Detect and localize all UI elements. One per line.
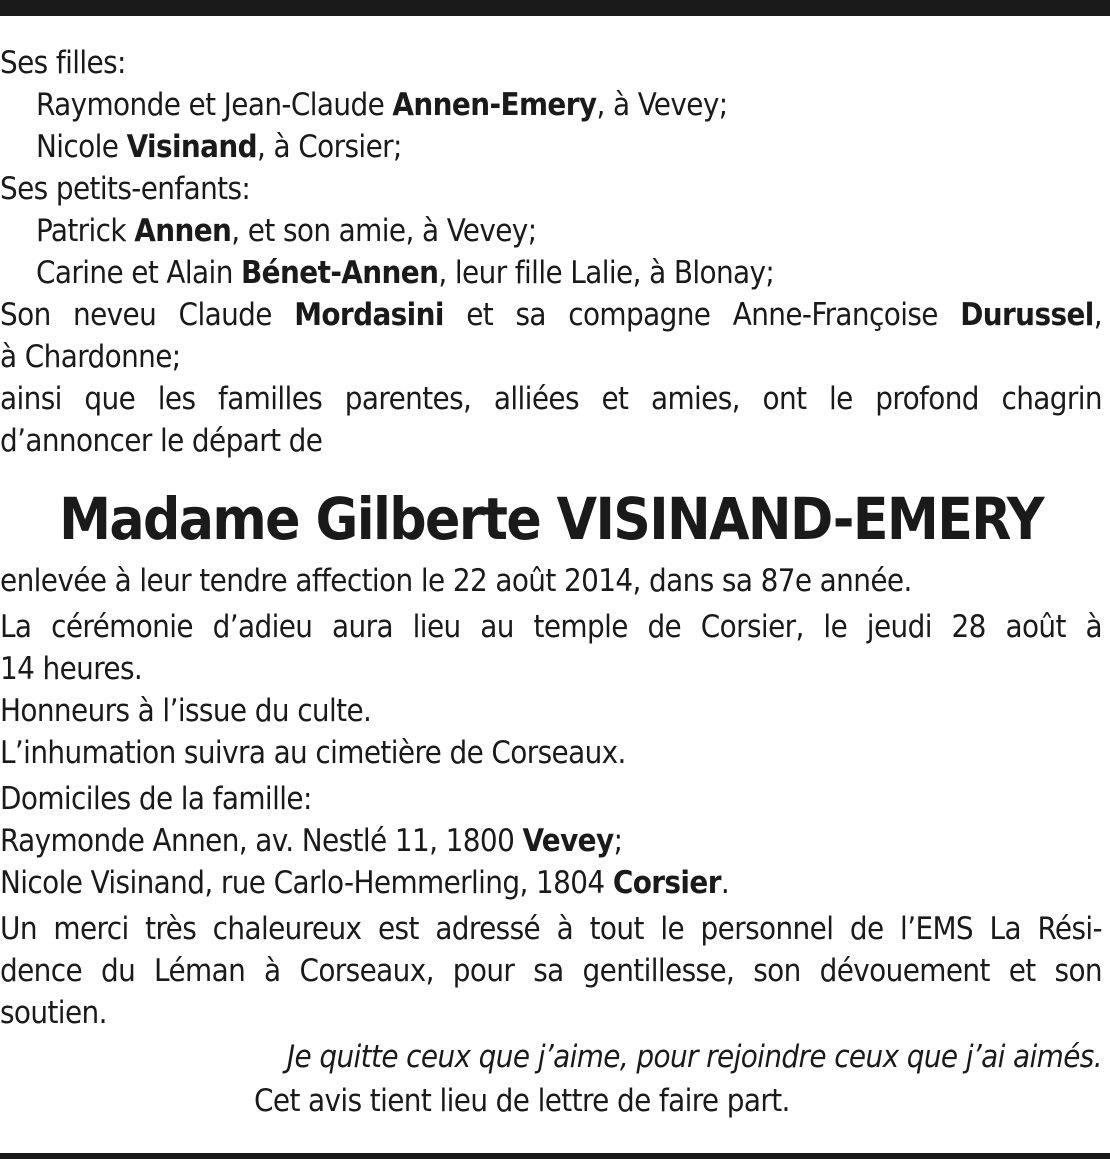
family-name: Durussel	[960, 297, 1094, 333]
family-name: Visinand	[126, 129, 258, 165]
entry-text: , à Corsier;	[257, 129, 402, 165]
deceased-name: Madame Gilberte VISINAND-EMERY	[59, 485, 1043, 553]
family-name: Annen-Emery	[392, 87, 597, 123]
closing-note: Cet avis tient lieu de lettre de faire part.	[254, 1083, 790, 1119]
honours-note: Honneurs à l’issue du culte.	[0, 693, 372, 729]
entry-text: Raymonde et Jean-Claude	[36, 87, 393, 123]
thanks-line: dence du Léman à Corseaux, pour sa gentillesse, son dévouement et son	[0, 953, 1102, 989]
grandchildren-heading: Ses petits-enfants:	[0, 171, 251, 207]
entry-text: , et son amie, à Vevey;	[231, 213, 537, 249]
family-name: Mordasini	[294, 297, 444, 333]
domiciles-heading: Domiciles de la famille:	[0, 781, 312, 817]
bottom-border-rule	[0, 1153, 1110, 1159]
domicile-address	[0, 820, 1102, 862]
thanks-line: Un merci très chaleureux est adressé à tout le personnel de l’EMS La Rési-	[0, 911, 1102, 947]
thanks-line: soutien.	[0, 995, 107, 1031]
top-border-rule	[0, 0, 1110, 16]
announcement-line: d’annoncer le départ de	[0, 423, 323, 459]
ceremony-time: 14 heures.	[0, 651, 143, 687]
entry-text: Son neveu Claude	[0, 297, 295, 333]
obituary-notice	[0, 42, 1102, 1122]
address-text: Nicole Visinand, rue Carlo-Hemmerling, 1804	[0, 865, 613, 901]
entry-text: Nicole	[36, 129, 127, 165]
entry-text: et sa compagne Anne-Françoise	[443, 297, 961, 333]
address-text: .	[720, 865, 730, 901]
passing-date: enlevée à leur tendre affection le 22 août 2014, dans sa 87e année.	[0, 563, 912, 599]
grandchild-entry	[0, 210, 1102, 252]
address-text: Raymonde Annen, av. Nestlé 11, 1800	[0, 823, 523, 859]
nephew-residence: à Chardonne;	[0, 339, 181, 375]
daughter-entry	[0, 126, 1102, 168]
entry-text: ,	[1093, 297, 1102, 333]
daughter-entry	[0, 84, 1102, 126]
nephew-entry	[0, 294, 1102, 336]
burial-note: L’inhumation suivra au cimetière de Corseaux.	[0, 735, 626, 771]
entry-text: Carine et Alain	[36, 255, 242, 291]
announcement-line: ainsi que les familles parentes, alliées et amies, ont le profond chagrin	[0, 381, 1102, 417]
entry-text: , leur fille Lalie, à Blonay;	[438, 255, 775, 291]
farewell-quote: Je quitte ceux que j’aime, pour rejoindre ceux que j’ai aimés.	[286, 1039, 1102, 1075]
entry-text: , à Vevey;	[596, 87, 728, 123]
ceremony-details: La cérémonie d’adieu aura lieu au temple de Corsier, le jeudi 28 août à	[0, 609, 1102, 645]
family-name: Annen	[134, 213, 232, 249]
grandchild-entry	[0, 252, 1102, 294]
entry-text: Patrick	[36, 213, 135, 249]
address-text: ;	[613, 823, 623, 859]
domicile-address	[0, 862, 1102, 904]
city-name: Corsier	[612, 865, 721, 901]
family-name: Bénet-Annen	[241, 255, 439, 291]
city-name: Vevey	[522, 823, 614, 859]
daughters-heading: Ses filles:	[0, 45, 126, 81]
